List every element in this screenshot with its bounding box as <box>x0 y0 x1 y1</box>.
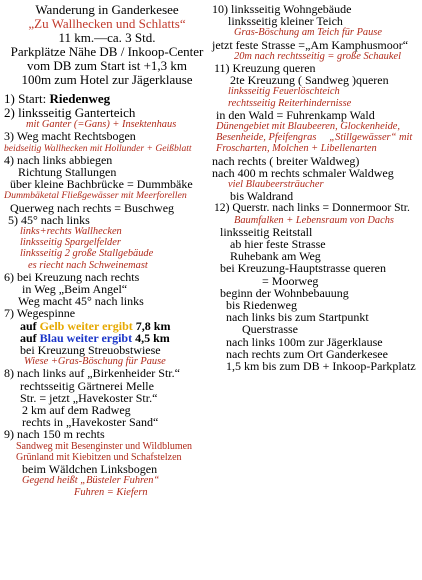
step-6-a: 6) bei Kreuzung nach rechts <box>4 269 140 284</box>
step-10-a: 10) linksseitig Wohngebäude <box>212 2 352 16</box>
step-9-note-3: Gegend heißt „Büsteler Fuhren“ <box>22 475 160 487</box>
step-3-note: beidseitig Wallhecken mit Hollunder + Geißblatt <box>4 142 192 154</box>
step-10-c: jetzt feste Strasse =„Am Kamphusmoor“ <box>212 37 409 52</box>
step-11-b: 2te Kreuzung ( Sandweg )queren <box>230 73 389 88</box>
step-12-g: beginn der Wohnbebauung <box>220 285 349 300</box>
step-12-f: = Moorweg <box>262 273 319 288</box>
step-6-b: in Weg „Beim Angel“ <box>22 282 128 297</box>
title-line-3: 11 km.—ca. 3 Std. <box>58 30 156 45</box>
step-11-d: nach rechts ( breiter Waldweg) <box>212 153 360 168</box>
step-1-number: 1) <box>4 91 15 106</box>
step-11-note-1: linksseitig Feuerlöschteich <box>228 86 340 98</box>
step-7: 7) Wegespinne <box>4 306 76 321</box>
step-11-note-4: Besenheide, Pfeifengras „Stillgewässer“ mit <box>216 132 413 144</box>
step-12-l: nach rechts zum Ort Ganderkesee <box>226 346 388 361</box>
yellow-route-label: Gelb weiter ergibt <box>39 318 133 333</box>
step-9: 9) nach 150 m rechts <box>4 427 105 442</box>
title-line-6: 100m zum Hotel zur Jägerklause <box>21 72 193 87</box>
blue-route-distance: 4,5 km <box>132 330 170 345</box>
step-1-street: Riedenweg <box>49 91 111 106</box>
step-5-note-1: links+rechts Wallhecken <box>20 226 122 238</box>
step-5-note-4: es riecht nach Schweinemast <box>28 259 148 271</box>
step-11-c: in den Wald = Fuhrenkamp Wald <box>216 107 375 122</box>
title-line-5: vom DB zum Start ist +1,3 km <box>26 58 188 73</box>
title-block <box>4 3 210 87</box>
step-12-m: 1,5 km bis zum DB + Inkoop-Parkplatz <box>226 359 416 374</box>
step-4-note: Dummbäketal Fließgewässer mit Meerforellen <box>4 190 187 202</box>
step-8-e: rechts in „Havekoster Sand“ <box>22 415 159 430</box>
title-line-4: Parkplätze Nähe DB / Inkoop-Center <box>10 44 204 59</box>
step-3: 3) Weg macht Rechtsbogen <box>4 129 136 144</box>
step-7-note: Wiese +Gras-Böschung für Pause <box>24 356 166 368</box>
step-7-c: bei Kreuzung Streuobstwiese <box>20 343 161 358</box>
left-column <box>4 0 210 498</box>
step-5: 5) 45° nach links <box>8 212 90 227</box>
step-11-a: 11) Kreuzung queren <box>214 61 316 76</box>
step-2-note: mit Ganter (=Gans) + Insektenhaus <box>26 119 177 131</box>
step-2: 2) linksseitig Ganterteich <box>4 105 136 120</box>
title-line-2: „Zu Wallhecken und Schlatts“ <box>28 16 186 31</box>
blue-route-prefix: auf <box>20 330 40 345</box>
step-12-j: Querstrasse <box>242 322 298 337</box>
steps-left <box>4 91 210 498</box>
blue-route-label: Blau weiter ergibt <box>39 330 133 345</box>
step-12-b: linksseitig Reitstall <box>220 224 313 239</box>
step-8-b: rechtsseitig Gärtnerei Melle <box>20 378 154 393</box>
step-12-c: ab hier feste Strasse <box>230 237 326 252</box>
step-9-note-1: Sandweg mit Besenginster und Wildblumen <box>16 440 193 452</box>
step-11-note-6: viel Blaubeersträucher <box>228 179 324 191</box>
step-6-c: Weg macht 45° nach links <box>18 294 144 309</box>
step-11-note-3: Dünengebiet mit Blaubeeren, Glockenheide, <box>216 121 400 133</box>
step-11-note-2: rechtsseitig Reiterhindernisse <box>228 97 352 109</box>
right-column <box>212 3 420 372</box>
step-10-note-1: Gras-Böschung am Teich für Pause <box>234 27 382 39</box>
step-10-b: linksseitig kleiner Teich <box>228 14 343 29</box>
step-5-note-2: linksseitig Spargelfelder <box>20 237 121 249</box>
title-line-1: Wanderung in Ganderkesee <box>35 2 179 17</box>
step-1-label: Start: <box>18 91 50 106</box>
step-12-h: bis Riedenweg <box>226 298 297 313</box>
yellow-route-distance: 7,8 km <box>132 318 171 333</box>
step-12-a: 12) Querstr. nach links = Donnermoor Str. <box>214 201 410 215</box>
step-12-e: bei Kreuzung-Hauptstrasse queren <box>220 261 386 276</box>
step-9-note-4: Fuhren = Kiefern <box>74 486 148 498</box>
step-4-c: über kleine Bachbrücke = Dummbäke <box>10 177 193 192</box>
step-9-c: beim Wäldchen Linksbogen <box>22 462 158 477</box>
step-8-d: 2 km auf dem Radweg <box>22 403 131 418</box>
step-12-d: Ruhebank am Weg <box>230 249 321 264</box>
step-4-a: 4) nach links abbiegen <box>4 152 113 167</box>
step-12-k: nach links 100m zur Jägerklause <box>226 334 383 349</box>
step-11-note-5: Froscharten, Molchen + Libellenarten <box>216 143 377 155</box>
step-8-a: 8) nach links auf „Birkenheider Str.“ <box>4 366 180 381</box>
yellow-route-prefix: auf <box>20 318 40 333</box>
step-4-b: Richtung Stallungen <box>18 165 117 180</box>
step-9-note-2: Grünland mit Kiebitzen und Schafstelzen <box>16 451 182 463</box>
step-4-d: Querweg nach rechts = Buschweg <box>10 200 175 215</box>
step-12-note-1: Baumfalken + Lebensraum von Dachs <box>234 214 394 226</box>
step-11-f: bis Waldrand <box>230 189 294 204</box>
step-12-i: nach links bis zum Startpunkt <box>226 310 369 325</box>
step-5-note-3: linksseitig 2 große Stallgebäude <box>20 248 154 260</box>
step-11-e: nach 400 m rechts schmaler Waldweg <box>212 165 394 180</box>
step-10-note-2: 20m nach rechtsseitig = große Schaukel <box>234 50 401 62</box>
step-8-c: Str. = jetzt „Havekoster Str.“ <box>20 390 158 405</box>
